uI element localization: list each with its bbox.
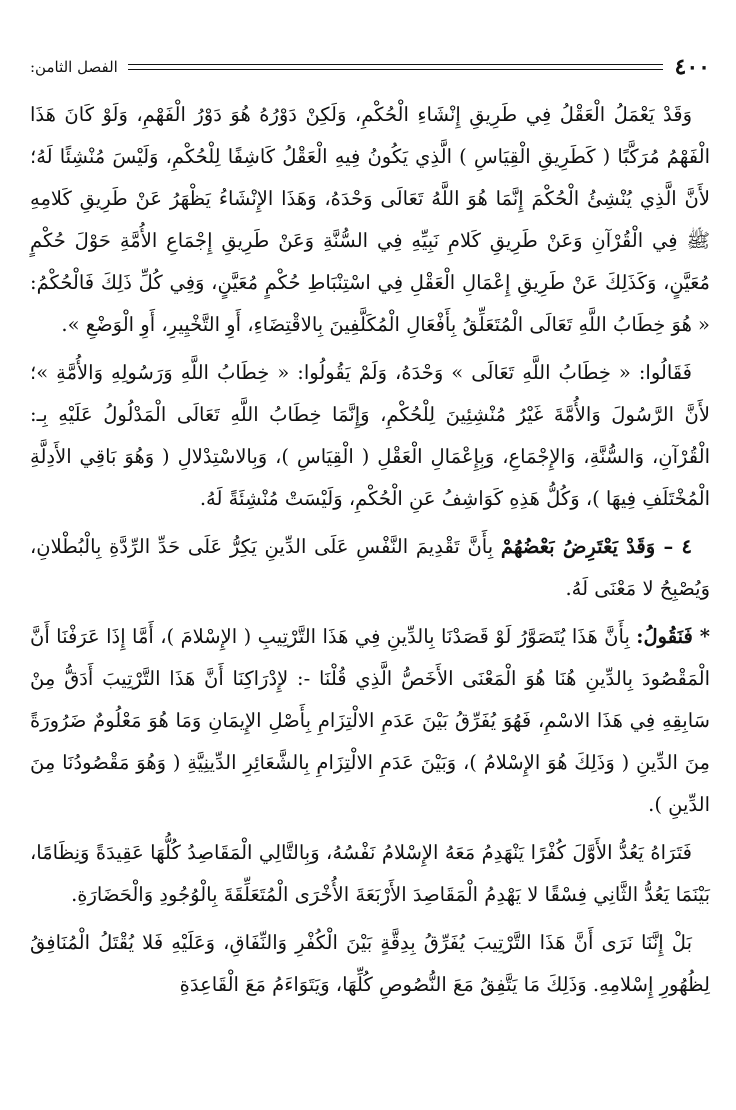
paragraph-text: بِأَنَّ تَقْدِيمَ النَّفْسِ عَلَى الدِّينِ يَكِرُّ عَلَى حَدِّ الرِّدَّةِ بِالْبُطْلانِ، وَيُصْبِحُ لا مَعْنَى لَهُ. xyxy=(30,535,710,600)
header-rule xyxy=(128,64,663,70)
book-page xyxy=(30,50,710,1100)
paragraph-5 xyxy=(30,832,710,916)
paragraph-lead: ٤ – وَقَدْ يَعْتَرِضُ بَعْضُهُمْ xyxy=(500,535,692,558)
paragraph-2 xyxy=(30,352,710,520)
chapter-title: الفصل الثامن: xyxy=(30,58,118,76)
paragraph-3 xyxy=(30,526,710,610)
body-text xyxy=(30,94,710,1006)
paragraph-text: بِأَنَّ هَذَا يُتَصَوَّرُ لَوْ قَصَدْنَا بِالدِّينِ فِي هَذَا التَّرْتِيبِ ( الإِسْلامَ )، أَمَّا إِذَا عَرَفْنَا أَنَّ الْمَقْصُودَ بِالدِّينِ هُنَا هُوَ الْمَعْنَى الأَخَصُّ الَّذِي قُلْنَا -: لإِدْرَاكِنَا أَنَّ هَذَا التَّرْتِيبَ أَدَقُّ مِنْ سَابِقِهِ فِي هَذَا الاسْمِ، فَهُوَ يُفَرِّقُ بَيْنَ عَدَمِ الالْتِزَامِ بِأَصْلِ الإِيمَانِ وَمَا هُوَ مَعْلُومٌ ضَرُورَةً مِنَ الدِّينِ ( وَذَلِكَ هُوَ الإِسْلامُ )، وَبَيْنَ عَدَمِ الالْتِزَامِ بِالشَّعَائِرِ الدِّينِيَّةِ ( وَهُوَ مَقْصُودُنَا مِنَ الدِّينِ ). xyxy=(30,625,710,816)
paragraph-4 xyxy=(30,616,710,826)
paragraph-text: بَلْ إِنَّنَا نَرَى أَنَّ هَذَا التَّرْتِيبَ يُفَرِّقُ بِدِقَّةٍ بَيْنَ الْكُفْرِ وَالنِّفَاقِ، وَعَلَيْهِ فَلا يُقْتَلُ الْمُنَافِقُ لِظُهُورِ إِسْلامِهِ. وَذَلِكَ مَا يَتَّفِقُ مَعَ النُّصُوصِ كُلِّهَا، وَيَتَوَاءَمُ مَعَ الْقَاعِدَةِ xyxy=(30,931,710,996)
paragraph-text: وَقَدْ يَعْمَلُ الْعَقْلُ فِي طَرِيقِ إِنْشَاءِ الْحُكْمِ، وَلَكِنْ دَوْرُهُ هُوَ دَوْرُ الْفَهْمِ، وَلَوْ كَانَ هَذَا الْفَهْمُ مُرَكَّبًا ( كَطَرِيقِ الْقِيَاسِ ) الَّذِي يَكُونُ فِيهِ الْعَقْلُ كَاشِفًا لِلْحُكْمِ، وَلَيْسَ مُنْشِئًا لَهُ؛ لأَنَّ الَّذِي يُنْشِئُ الْحُكْمَ إِنَّمَا هُوَ اللَّهُ تَعَالَى وَحْدَهُ، وَهَذَا الإِنْشَاءُ يَظْهَرُ عَنْ طَرِيقِ كَلامِهِ ﷺ فِي الْقُرْآنِ وَعَنْ طَرِيقِ كَلامِ نَبِيِّهِ فِي السُّنَّةِ وَعَنْ طَرِيقِ إِجْمَاعِ الأُمَّةِ حَوْلَ حُكْمٍ مُعَيَّنٍ، وَكَذَلِكَ عَنْ طَرِيقِ إِعْمَالِ الْعَقْلِ فِي اسْتِنْبَاطِ حُكْمٍ مُعَيَّنٍ، وَفِي كُلِّ ذَلِكَ فَالْحُكْمُ: « هُوَ خِطَابُ اللَّهِ تَعَالَى الْمُتَعَلِّقُ بِأَفْعَالِ الْمُكَلَّفِينَ بِالاقْتِضَاءِ، أَوِ التَّخْيِيرِ، أَوِ الْوَضْعِ ». xyxy=(30,103,710,336)
paragraph-6 xyxy=(30,922,710,1006)
paragraph-lead: * فَنَقُولُ: xyxy=(636,625,710,648)
paragraph-1 xyxy=(30,94,710,346)
page-number: ٤٠٠ xyxy=(674,54,710,80)
paragraph-text: فَتَرَاهُ يَعُدُّ الأَوَّلَ كُفْرًا يَنْهَدِمُ مَعَهُ الإِسْلامُ نَفْسُهُ، وَبِالتَّالِي الْمَقَاصِدُ كُلُّهَا عَقِيدَةً وَنِظَامًا، بَيْنَمَا يَعُدُّ الثَّانِي فِسْقًا لا يَهْدِمُ الْمَقَاصِدَ الأَرْبَعَةَ الأُخْرَى الْمُتَعَلِّقَةَ بِالْوُجُودِ وَالْحَضَارَةِ. xyxy=(30,841,710,906)
page-header xyxy=(30,50,710,84)
paragraph-text: فَقَالُوا: « خِطَابُ اللَّهِ تَعَالَى » وَحْدَهُ، وَلَمْ يَقُولُوا: « خِطَابُ اللَّهِ وَرَسُولِهِ وَالأُمَّةِ »؛ لأَنَّ الرَّسُولَ وَالأُمَّةَ غَيْرُ مُنْشِئِينَ لِلْحُكْمِ، وَإِنَّمَا خِطَابُ اللَّهِ تَعَالَى الْمَدْلُولُ عَلَيْهِ بِـ: الْقُرْآنِ، وَالسُّنَّةِ، وَالإِجْمَاعِ، وَبِإِعْمَالِ الْعَقْلِ ( الْقِيَاسِ )، وَبِالاسْتِدْلالِ ( وَهُوَ بَاقِي الأَدِلَّةِ الْمُخْتَلَفِ فِيهَا )، وَكُلُّ هَذِهِ كَوَاشِفُ عَنِ الْحُكْمِ، وَلَيْسَتْ مُنْشِئَةً لَهُ. xyxy=(30,361,710,510)
